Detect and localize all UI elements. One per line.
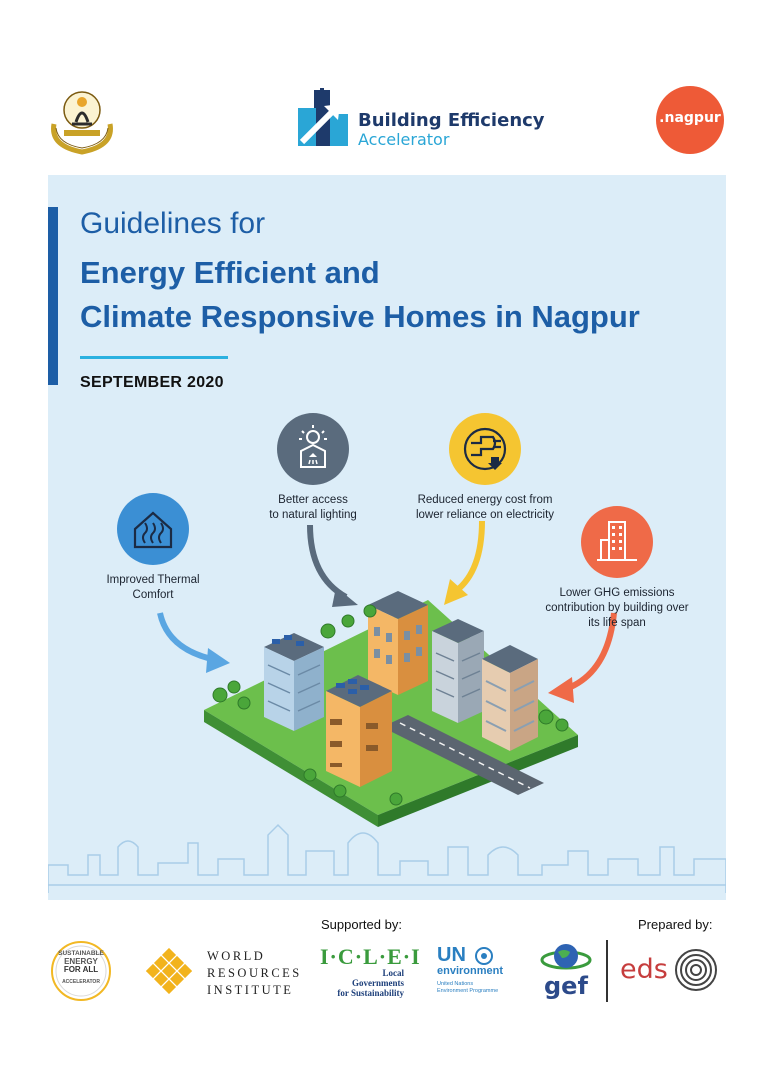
nagpur-corporation-emblem	[48, 84, 116, 156]
feature-lighting-label-2: to natural lighting	[269, 509, 357, 521]
feature-thermal-label-1: Improved Thermal	[106, 574, 200, 586]
se4all-line-3: FOR ALL	[63, 965, 99, 974]
feature-natural-lighting	[258, 413, 368, 523]
city-block	[204, 591, 578, 827]
prepared-by-label: Prepared by:	[638, 917, 713, 932]
title-line-3: Climate Responsive Homes in Nagpur	[80, 299, 640, 334]
feature-lower-ghg	[542, 506, 692, 631]
bea-logo-title: Building Efficiency	[358, 110, 545, 131]
feature-lighting-label-1: Better access	[278, 494, 348, 506]
feature-ghg-label-1: Lower GHG emissions	[559, 587, 675, 599]
arrow-lighting-head	[332, 587, 358, 607]
house-heat-icon	[117, 493, 189, 565]
unep-sub-2: Environment Programme	[437, 988, 499, 994]
plug-icon	[449, 413, 521, 485]
feature-thermal-comfort	[98, 493, 208, 603]
building-icon	[581, 506, 653, 578]
wri-logo-mark	[146, 948, 192, 994]
arrow-thermal	[160, 613, 216, 660]
se4all-line-2: ENERGY	[64, 957, 98, 966]
iclei-line-2: Governments	[352, 978, 404, 988]
iclei-line-3: for Sustainability	[337, 988, 404, 998]
se4all-text	[50, 950, 112, 986]
wri-line-3: INSTITUTE	[207, 983, 294, 997]
iclei-logo-text: I·C·L·E·I	[320, 944, 421, 969]
eds-spiral-icon	[674, 948, 718, 992]
nagpur-logo-text: .nagpur	[659, 110, 721, 126]
gef-globe-icon	[540, 940, 592, 976]
eds-logo-text: eds	[620, 954, 668, 985]
wri-line-2: RESOURCES	[207, 966, 302, 980]
iclei-tagline	[320, 968, 404, 998]
arrow-thermal-head	[206, 648, 230, 673]
unep-environment-text: environment	[437, 965, 504, 977]
building-efficiency-accelerator-logo	[296, 88, 545, 152]
wri-logo-text	[207, 948, 302, 999]
lighting-icon	[277, 413, 349, 485]
unep-subtitle	[437, 981, 507, 995]
arrow-lighting	[310, 525, 346, 597]
title-line-2: Energy Efficient and	[80, 255, 380, 290]
skyline-silhouette	[48, 825, 726, 893]
feature-energy-label-2: lower reliance on electricity	[415, 509, 555, 521]
feature-ghg-label-2: contribution by building over	[545, 602, 689, 614]
feature-reduced-energy-cost	[410, 413, 560, 523]
publication-date: SEPTEMBER 2020	[80, 374, 224, 391]
supported-by-label: Supported by:	[321, 917, 402, 932]
gef-logo-text: gef	[544, 972, 588, 1000]
bea-logo-subtitle: Accelerator	[358, 130, 450, 149]
footer-divider	[606, 940, 608, 1002]
se4all-line-1: SUSTAINABLE	[58, 950, 104, 957]
un-emblem-icon	[474, 946, 494, 966]
feature-ghg-label-3: its life span	[588, 617, 646, 629]
feature-thermal-label-2: Comfort	[132, 589, 174, 601]
unep-logo-text: UN	[437, 944, 466, 966]
unep-sub-1: United Nations	[437, 981, 474, 987]
se4all-line-4: ACCELERATOR	[62, 979, 100, 985]
nagpur-city-logo	[656, 86, 724, 154]
arrow-energy	[456, 521, 482, 591]
feature-energy-label-1: Reduced energy cost from	[417, 494, 553, 506]
iclei-line-1: Local	[382, 968, 404, 978]
arrow-ghg-head	[548, 677, 574, 703]
wri-line-1: WORLD	[207, 949, 266, 963]
title-line-1: Guidelines for	[80, 207, 266, 240]
cover-panel	[48, 175, 726, 900]
